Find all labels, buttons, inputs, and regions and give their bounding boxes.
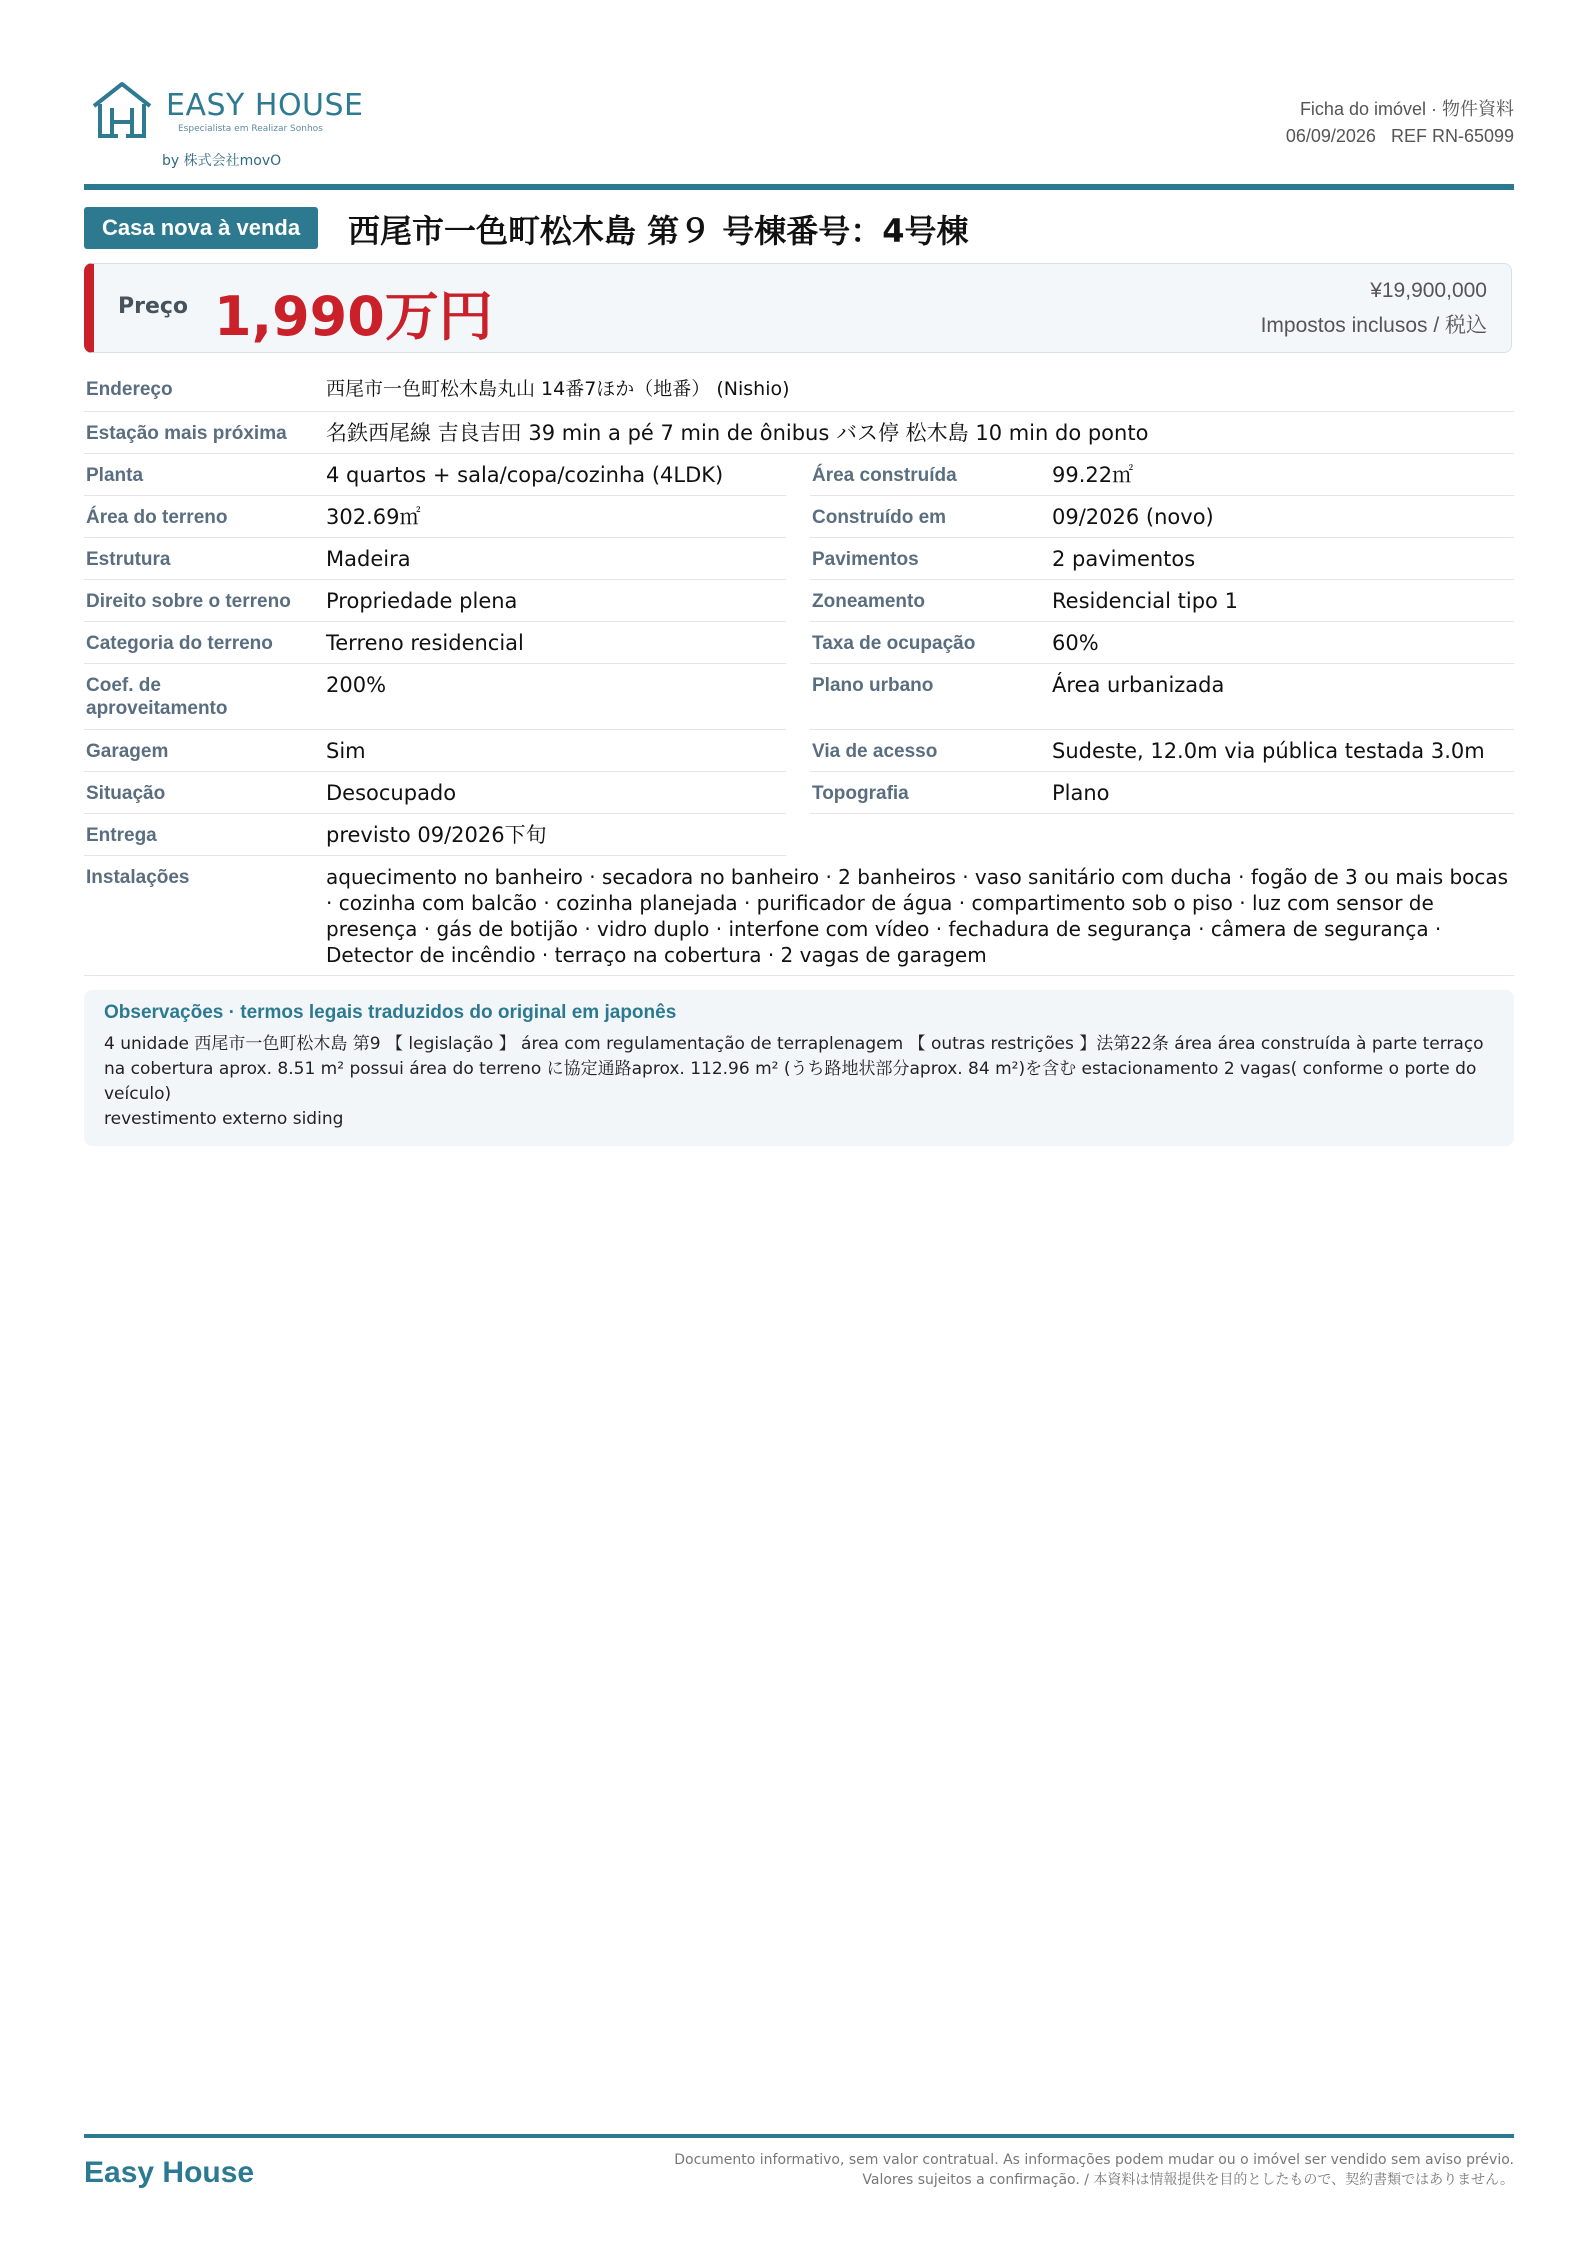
doc-date: 06/09/2026: [1285, 126, 1376, 146]
row-urban-plan: [810, 664, 1514, 730]
row-garage: [84, 730, 786, 772]
row-land-rights: [84, 580, 786, 622]
structure-label: Estrutura: [86, 549, 171, 570]
station-value: 名鉄西尾線 吉良吉田 39 min a pé 7 min de ônibus バス停 松木島 10 min do ponto: [326, 421, 1149, 445]
price-value: 1,990万円: [214, 285, 493, 348]
far-value: 200%: [326, 673, 387, 697]
price-label: Preço: [118, 294, 189, 319]
property-sheet: [84, 0, 1514, 2246]
coverage-label: Taxa de ocupação: [812, 633, 976, 654]
built-value: 09/2026 (novo): [1052, 505, 1214, 529]
company-logo: [90, 78, 364, 174]
row-layout: [84, 454, 786, 496]
row-station: [84, 412, 1514, 454]
land-category-label: Categoria do terreno: [86, 633, 273, 654]
layout-label: Planta: [86, 465, 144, 486]
price-yen: ¥19,900,000: [1370, 279, 1487, 302]
address-value: 西尾市一色町松木島丸山 14番7ほか（地番） (Nishio): [326, 378, 790, 400]
land-area-label: Área do terreno: [86, 507, 228, 528]
access-value: Sudeste, 12.0m via pública testada 3.0m: [1052, 739, 1485, 763]
row-delivery: [84, 814, 786, 856]
access-label: Via de acesso: [812, 741, 938, 762]
address-label: Endereço: [86, 379, 173, 400]
footer-brand: Easy House: [84, 2156, 255, 2189]
built-label: Construído em: [812, 507, 947, 528]
coverage-value: 60%: [1052, 631, 1099, 655]
status-label: Situação: [86, 783, 166, 804]
house-logo-icon: [90, 78, 154, 142]
urban-plan-value: Área urbanizada: [1052, 673, 1225, 697]
doc-type: Ficha do imóvel · 物件資料: [1299, 99, 1514, 119]
notes-line: revestimento externo siding: [104, 1109, 344, 1129]
building-area-value: 99.22㎡: [1052, 463, 1134, 487]
layout-value: 4 quartos + sala/copa/cozinha (4LDK): [326, 463, 724, 487]
row-far: [84, 664, 786, 730]
delivery-value: previsto 09/2026下旬: [326, 823, 547, 847]
price-tax-note: Impostos inclusos / 税込: [1260, 314, 1487, 337]
row-zoning: [810, 580, 1514, 622]
floors-label: Pavimentos: [812, 549, 919, 570]
notes-body: [104, 1032, 1496, 1132]
zoning-label: Zoneamento: [812, 591, 925, 612]
row-built: [810, 496, 1514, 538]
header-divider: [84, 184, 1514, 190]
row-land-category: [84, 622, 786, 664]
status-value: Desocupado: [326, 781, 457, 805]
logo-company: by 株式会社movO: [162, 153, 282, 169]
notes-line: 4 unidade 西尾市一色町松木島 第9 【 legislação 】 área com regulamentação de terraplenagem 【 outras restrições 】法第22条 área área construída à parte terraço na cobertura aprox. 8.51 m² possui área do terreno に協定通路aprox. 112.96 m² (うち路地状部分aprox. 84 m²)を含む estacionamento 2 vagas( conforme o porte do veículo): [104, 1034, 1484, 1104]
row-building-area: [810, 454, 1514, 496]
logo-tagline: Especialista em Realizar Sonhos: [178, 124, 323, 134]
row-facilities: [84, 856, 1514, 976]
garage-label: Garagem: [86, 741, 169, 762]
facilities-value: aquecimento no banheiro · secadora no banheiro · 2 banheiros · vaso sanitário com ducha · fogão de 3 ou mais bocas · cozinha com balcão · cozinha planejada · purificador de água · compartimento sob o piso · luz com sensor de presença · gás de botijão · vidro duplo · interfone com vídeo · fechadura de segurança · câmera de segurança · Detector de incêndio · terraço na cobertura · 2 vagas de garagem: [326, 865, 1509, 967]
land-area-value: 302.69㎡: [326, 505, 421, 529]
topography-value: Plano: [1052, 781, 1110, 805]
row-topography: [810, 772, 1514, 814]
far-label: Coef. de aproveitamento: [86, 675, 228, 719]
footer-divider: [84, 2134, 1514, 2138]
land-rights-label: Direito sobre o terreno: [86, 591, 291, 612]
building-area-label: Área construída: [812, 465, 957, 486]
row-status: [84, 772, 786, 814]
zoning-value: Residencial tipo 1: [1052, 589, 1238, 613]
facilities-label: Instalações: [86, 867, 190, 888]
station-label: Estação mais próxima: [86, 423, 287, 444]
document-meta: [1286, 96, 1514, 150]
garage-value: Sim: [326, 739, 366, 763]
row-land-area: [84, 496, 786, 538]
doc-ref: REF RN-65099: [1390, 126, 1514, 146]
notes-panel: [84, 990, 1514, 1146]
land-category-value: Terreno residencial: [326, 631, 524, 655]
listing-type-badge: Casa nova à venda: [84, 207, 318, 249]
structure-value: Madeira: [326, 547, 411, 571]
property-title: 西尾市一色町松木島 第９ 号棟番号：4号棟: [348, 212, 969, 250]
row-coverage: [810, 622, 1514, 664]
land-rights-value: Propriedade plena: [326, 589, 518, 613]
topography-label: Topografia: [812, 783, 909, 804]
price-panel: [84, 263, 1512, 353]
logo-wordmark: EASY HOUSE: [166, 88, 364, 123]
urban-plan-label: Plano urbano: [812, 675, 934, 696]
floors-value: 2 pavimentos: [1052, 547, 1196, 571]
delivery-label: Entrega: [86, 825, 157, 846]
row-address: [84, 368, 1514, 412]
notes-title: Observações · termos legais traduzidos do original em japonês: [104, 1002, 677, 1023]
row-floors: [810, 538, 1514, 580]
row-access: [810, 730, 1514, 772]
footer-disclaimer: Documento informativo, sem valor contratual. As informações podem mudar ou o imóvel ser vendido sem aviso prévio. Valores sujeitos a confirmação. / 本資料は情報提供を目的としたもので、契約書類ではありません。: [674, 2152, 1514, 2188]
doc-date-ref: [1286, 123, 1514, 150]
row-structure: [84, 538, 786, 580]
